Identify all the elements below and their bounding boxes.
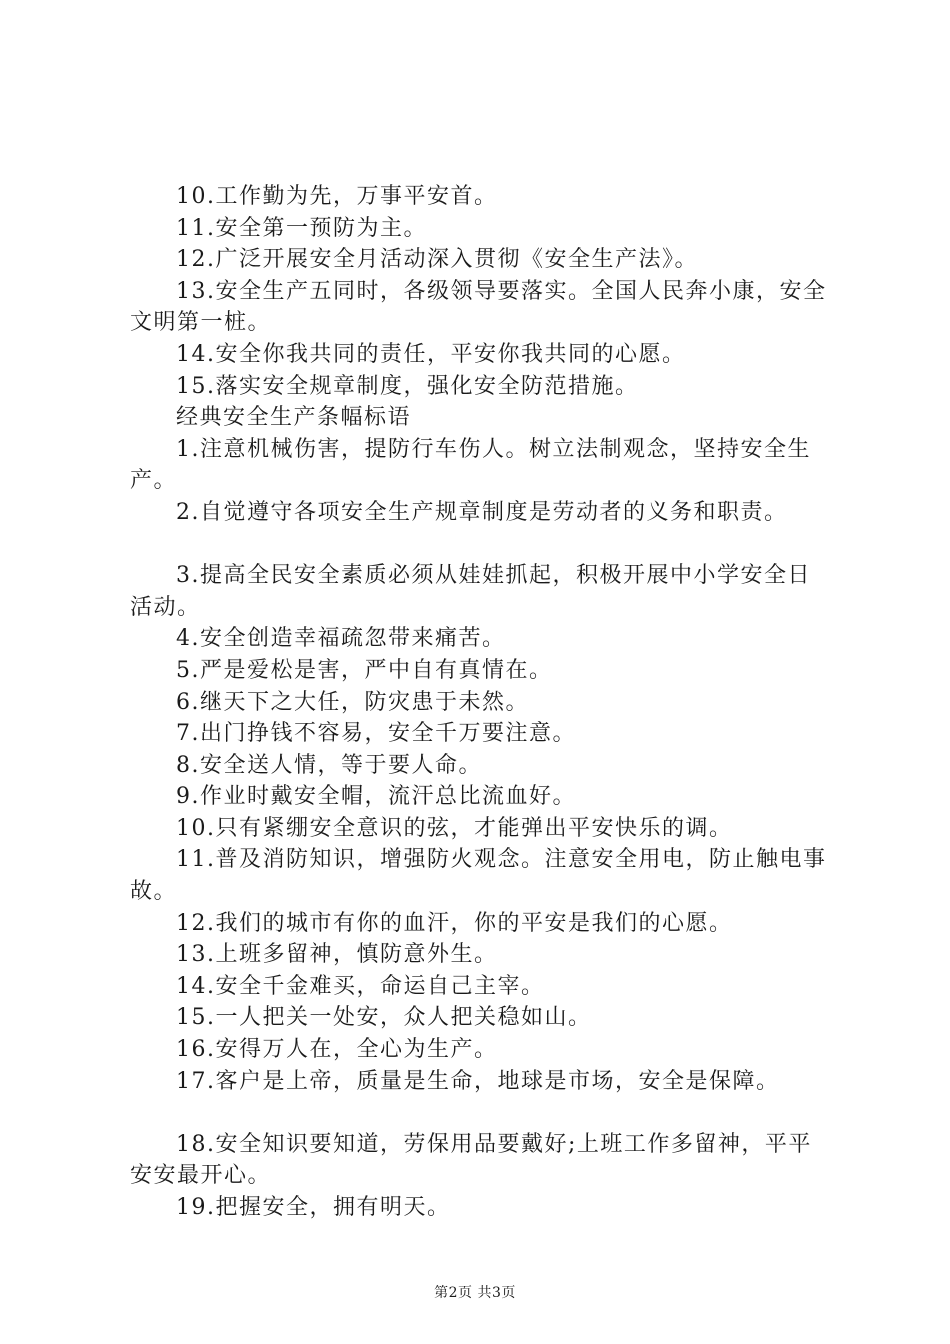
paragraph-9: 3.提高全民安全素质必须从娃娃抓起，积极开展中小学安全日活动。 xyxy=(130,563,811,620)
paragraph-24: 18.安全知识要知道，劳保用品要戴好;上班工作多留神，平平安安最开心。 xyxy=(130,1131,812,1189)
paragraph-16: 10.只有紧绷安全意识的弦，才能弹出平安快乐的调。 xyxy=(176,815,733,841)
document-body xyxy=(0,181,950,1224)
paragraph-6: 15.落实安全规章制度，强化安全防范措施。 xyxy=(176,373,639,399)
section-heading: 经典安全生产条幅标语 xyxy=(176,405,412,431)
paragraph-15: 9.作业时戴安全帽，流汗总比流血好。 xyxy=(176,784,576,810)
paragraph-10: 4.安全创造幸福疏忽带来痛苦。 xyxy=(176,626,506,652)
page-footer xyxy=(0,1282,950,1302)
blank-line xyxy=(0,1097,950,1129)
paragraph-19: 13.上班多留神，慎防意外生。 xyxy=(176,942,498,968)
paragraph-5: 14.安全你我共同的责任，平安你我共同的心愿。 xyxy=(176,341,686,367)
paragraph-22: 16.安得万人在，全心为生产。 xyxy=(176,1037,498,1063)
paragraph-11: 5.严是爱松是害，严中自有真情在。 xyxy=(176,657,553,683)
paragraph-7: 1.注意机械伤害，提防行车伤人。树立法制观念，坚持安全生产。 xyxy=(130,436,811,494)
paragraph-13: 7.出门挣钱不容易，安全千万要注意。 xyxy=(176,721,576,747)
paragraph-1: 10.工作勤为先，万事平安首。 xyxy=(176,184,498,209)
paragraph-4: 13.安全生产五同时，各级领导要落实。全国人民奔小康，安全文明第一桩。 xyxy=(130,278,827,336)
paragraph-17: 11.普及消防知识，增强防火观念。注意安全用电，防止触电事故。 xyxy=(130,847,827,905)
paragraph-21: 15.一人把关一处安，众人把关稳如山。 xyxy=(176,1005,592,1031)
blank-line xyxy=(0,529,950,561)
paragraph-20: 14.安全千金难买，命运自己主宰。 xyxy=(176,973,545,999)
paragraph-2: 11.安全第一预防为主。 xyxy=(176,215,427,241)
paragraph-3: 12.广泛开展安全月活动深入贯彻《安全生产法》。 xyxy=(176,247,698,273)
paragraph-18: 12.我们的城市有你的血汗，你的平安是我们的心愿。 xyxy=(176,910,733,936)
paragraph-14: 8.安全送人情，等于要人命。 xyxy=(176,752,482,778)
page-number: 第2页 共3页 xyxy=(434,1285,516,1301)
paragraph-8: 2.自觉遵守各项安全生产规章制度是劳动者的义务和职责。 xyxy=(176,499,788,525)
paragraph-23: 17.客户是上帝，质量是生命，地球是市场，安全是保障。 xyxy=(176,1068,780,1094)
paragraph-25: 19.把握安全，拥有明天。 xyxy=(176,1195,451,1220)
paragraph-12: 6.继天下之大任，防灾患于未然。 xyxy=(176,689,529,715)
